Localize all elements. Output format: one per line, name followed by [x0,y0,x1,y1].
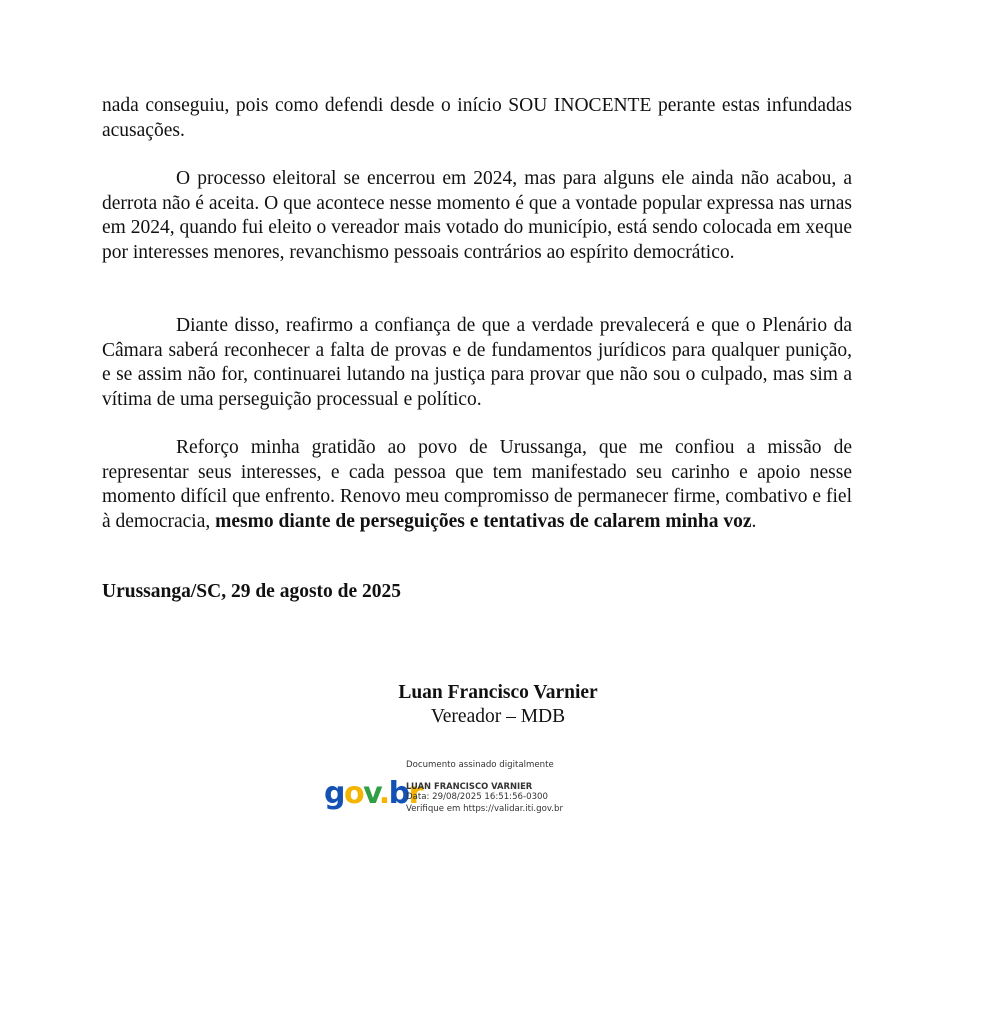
signer-name: Luan Francisco Varnier [398,682,598,703]
stamp-date: Data: 29/08/2025 16:51:56-0300 [406,792,548,803]
stamp-verify-link: Verifique em https://validar.iti.gov.br [406,803,563,814]
stamp-details [406,760,563,815]
signer-role: Vereador – MDB [430,706,566,727]
stamp-signer: LUAN FRANCISCO VARNIER [406,781,533,792]
paragraph-continuation: nada conseguiu, pois como defendi desde o início SOU INOCENTE perante estas infundadas acusações. [102,95,852,141]
dateline: Urussanga/SC, 29 de agosto de 2025 [102,581,402,602]
paragraph-gratitude [102,436,852,534]
gratitude-end: . [751,510,757,532]
stamp-heading: Documento assinado digitalmente [406,760,554,770]
paragraph-electoral-process: O processo eleitoral se encerrou em 2024, mas para alguns ele ainda não acabou, a derrota não é aceita. O que acontece nesse momento é que a vontade popular expressa nas urnas em 2024, quando fui eleito o vereador mais votado do município, está sendo colocada em xeque por interesses menores, revanchismo pessoais contrários ao espírito democrático. [102,168,852,263]
govbr-logo: gov.br [324,776,422,811]
gratitude-bold-text: mesmo diante de perseguições e tentativas de calarem minha voz [215,510,752,532]
gratitude-text: Reforço minha gratidão ao povo de Urussanga, que me confiou a missão de representar seus interesses, e cada pessoa que tem manifestado seu carinho e apoio nesse momento difícil que enfrento. Renovo meu compromisso de permanecer firme, combativo e fiel à democracia, [102,437,852,532]
digital-signature-stamp [324,760,584,822]
paragraph-reaffirmation: Diante disso, reafirmo a confiança de que a verdade prevalecerá e que o Plenário da Câmara saberá reconhecer a falta de provas e de fundamentos jurídicos para qualquer punição, e se assim não for, continuarei lutando na justiça para provar que não sou o culpado, mas sim a vítima de uma perseguição processual e político. [102,315,852,410]
